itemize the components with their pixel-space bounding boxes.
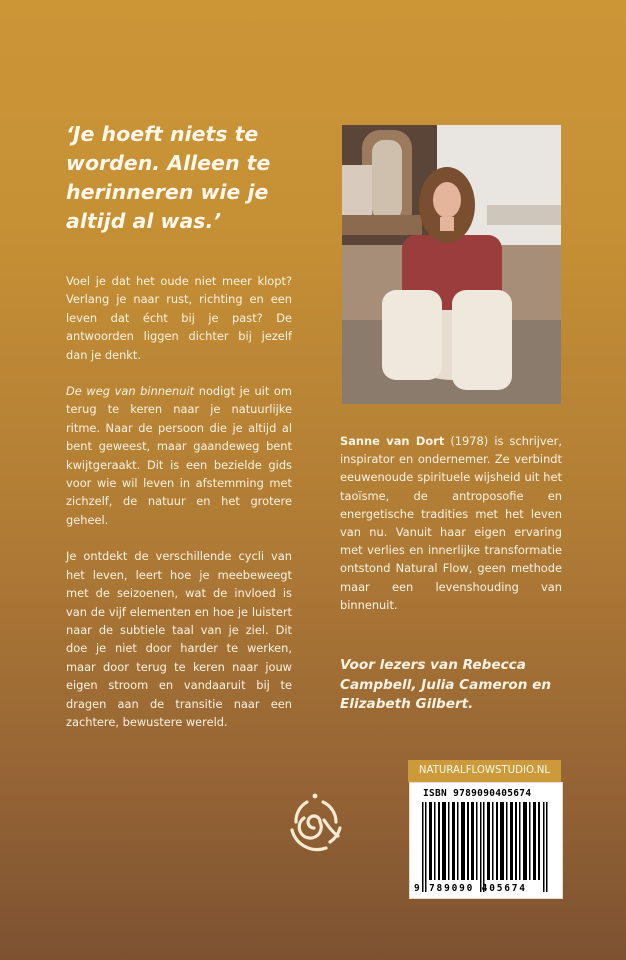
isbn-barcode [409, 782, 563, 899]
author-bio-text: (1978) is schrijver, inspirator en ondernemer. Ze verbindt eeuwenoude spirituele wijsheid uit het taoïsme, de antroposofie en energetische tradities met het leven van nu. Vanuit haar eigen ervaring met verlies en innerlijke transformatie ontstond Natural Flow, geen methode maar een levenshouding van binnenuit. [340, 434, 562, 612]
cover-quote: ‘Je hoeft niets te worden. Alleen te herinneren wie je altijd al was.’ [66, 122, 271, 233]
isbn-digits: 9 789090 405674 [414, 883, 527, 894]
author-photo [342, 125, 561, 404]
barcode-icon [422, 802, 550, 892]
blurb-paragraph-3: Je ontdekt de verschillende cycli van het leven, leert hoe je meebeweegt met de seizoenen, wat de invloed is van de vijf elementen en hoe je luistert naar de subtiele taal van je ziel. Dit doe je niet door harder te werken, maar door terug te keren naar jouw eigen stroom en vandaaruit bij te dragen aan de transitie naar een zachtere, bewustere wereld. [66, 549, 292, 729]
readers-recommendation: Voor lezers van Rebecca Campbell, Julia Cameron en Elizabeth Gilbert. [340, 657, 552, 712]
isbn-label: ISBN 9789090405674 [423, 788, 532, 799]
spiral-logo-icon [280, 788, 350, 858]
blurb-paragraph-2-text: nodigt je uit om terug te keren naar je natuurlijke ritme. Naar de persoon die je altijd al bent geweest, maar gaandeweg bent kwijtgeraakt. Dit is een bezielde gids voor wie wil leven in afstemming met zichzelf, de natuur en het grotere geheel. [66, 384, 292, 527]
author-bio [340, 432, 562, 614]
book-title: De weg van binnenuit [66, 384, 195, 399]
blurb-paragraph-2 [66, 382, 292, 529]
blurb-paragraph-1: Voel je dat het oude niet meer klopt? Verlang je naar rust, richting en een leven dat écht bij je past? De antwoorden liggen dichter bij jezelf dan je denkt. [66, 274, 292, 362]
website-badge: NATURALFLOWSTUDIO.NL [408, 760, 561, 782]
author-name: Sanne van Dort [340, 434, 445, 448]
blurb-column [66, 272, 292, 749]
